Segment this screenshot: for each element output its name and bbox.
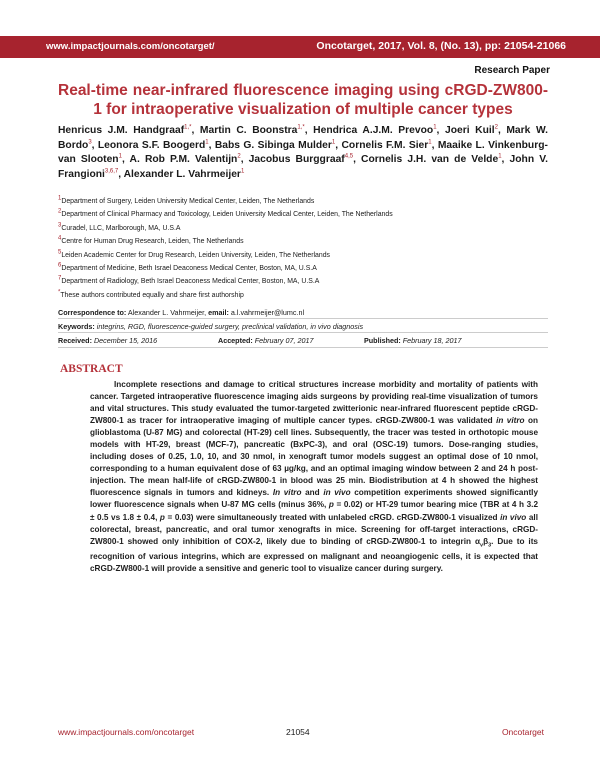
author-name: Martin C. Boonstra — [199, 125, 298, 136]
paper-title: Real-time near-infrared fluorescence imaging using cRGD-ZW800-1 for intraoperative visualization of multiple cancer types — [58, 82, 548, 118]
abstract-fragment: in vivo — [500, 512, 527, 522]
correspondence-line — [58, 308, 558, 317]
email-label: email: — [208, 308, 229, 317]
author-name: Alexander L. Vahrmeijer — [123, 168, 241, 180]
author-affiliation-mark: 2 — [494, 124, 498, 131]
author-name: Cornelis J.H. van de Velde — [361, 154, 499, 165]
correspondence-email[interactable]: a.l.vahrmeijer@lumc.nl — [230, 308, 305, 317]
divider — [58, 318, 548, 319]
journal-url[interactable]: www.impactjournals.com/oncotarget/ — [46, 41, 215, 52]
author-affiliation-mark: 1,* — [297, 124, 305, 131]
divider — [58, 332, 548, 333]
affiliation-number: 3 — [58, 222, 62, 229]
affiliation-number: 4 — [58, 235, 62, 242]
abstract-fragment: β — [483, 536, 489, 546]
abstract-fragment: α — [474, 536, 481, 546]
keywords-text: integrins, RGD, fluorescence-guided surgery, preclinical validation, in vivo diagnosis — [96, 322, 364, 331]
author-affiliation-mark: 1 — [498, 153, 502, 160]
abstract-fragment: and — [301, 488, 324, 498]
affiliation-text: Centre for Human Drug Research, Leiden, The Netherlands — [61, 238, 244, 246]
author-name: Leonora S.F. Boogerd — [97, 139, 206, 151]
affiliation-item — [58, 195, 558, 208]
affiliation-item — [58, 289, 558, 302]
author-affiliation-mark: 4,5 — [344, 153, 354, 160]
author-affiliation-mark: 1 — [205, 139, 209, 146]
author-affiliation-mark: 2 — [237, 153, 241, 160]
keywords-label: Keywords: — [58, 322, 95, 331]
page-number: 21054 — [286, 727, 310, 737]
affiliation-item — [58, 262, 558, 275]
correspondence-label: Correspondence to: — [58, 308, 127, 317]
abstract-fragment: p — [159, 512, 165, 522]
affiliation-text: Department of Radiology, Beth Israel Deaconess Medical Center, Boston, MA, U.S.A — [61, 278, 320, 286]
affiliation-number: 2 — [58, 209, 62, 216]
affiliation-number: 5 — [58, 249, 62, 256]
abstract-fragment: . Due to its recognition of various integrins, which are expressed on malignant and neoangiogenic cells, it is expected that cRGD-ZW800-1 will provide a sensitive and generic tool to visualize cancer during surgery. — [90, 536, 538, 574]
author-affiliation-mark: 3 — [88, 139, 92, 146]
abstract-fragment: Incomplete resections and damage to critical structures increase morbidity and mortality of patients with cancer. Targeted intraoperative fluorescence imaging aids surgeons by providing real-time visualization of tumors and vital structures. This study evaluated the tumor-targeted zwitterionic near-infrared fluorescent peptide cRGD-ZW800-1 as tracer for intraoperative imaging of multiple cancer types. cRGD-ZW800-1 was validated — [90, 380, 538, 426]
received-date: Received: December 15, 2016 — [58, 336, 158, 345]
author-affiliation-mark: 1 — [433, 124, 437, 131]
author-affiliation-mark: 3,6,7 — [104, 168, 119, 175]
author-affiliation-mark: 1,* — [184, 124, 192, 131]
affiliation-text: These authors contributed equally and share first authorship — [60, 291, 244, 299]
author-name: Joeri Kuil — [444, 125, 495, 136]
author-name: Maaike L. Vinkenburg-van Slooten — [58, 139, 548, 165]
abstract-heading: ABSTRACT — [60, 363, 123, 375]
affiliation-number: 6 — [58, 262, 62, 269]
author-affiliation-mark: 1 — [428, 139, 432, 146]
abstract-subscript: v — [480, 542, 484, 549]
abstract-text — [90, 379, 538, 575]
author-name: Mark W. Bordo — [58, 125, 548, 151]
divider — [58, 347, 548, 348]
footer-url[interactable]: www.impactjournals.com/oncotarget — [58, 727, 195, 737]
author-name: John V. Frangioni — [58, 154, 548, 180]
abstract-fragment: in vivo — [323, 488, 351, 498]
accepted-date: Accepted: February 07, 2017 — [218, 336, 314, 345]
abstract-fragment: p — [328, 500, 334, 510]
affiliation-item — [58, 208, 558, 221]
affiliation-list — [58, 195, 558, 302]
author-name: Jacobus Burggraaf — [248, 154, 345, 165]
abstract-fragment: all colorectal, breast, pancreatic, and oral tumor xenografts in mice. Screening for off-target interactions, cRGD-ZW800-1 showed only inhibition of COX-2, likely due to binding of cRGD-ZW800-1 to integrin — [90, 512, 538, 546]
affiliation-text: Department of Medicine, Beth Israel Deaconess Medical Center, Boston, MA, U.S.A — [61, 265, 317, 273]
author-affiliation-mark: 1 — [331, 139, 336, 146]
affiliation-item — [58, 222, 558, 235]
affiliation-item — [58, 235, 558, 248]
abstract-fragment: in vitro — [496, 416, 525, 426]
abstract-fragment: = 0.03) were simultaneously treated with unlabeled cRGD. cRGD-ZW800-1 visualized — [164, 512, 501, 522]
journal-header — [0, 36, 600, 58]
footer-journal: Oncotarget — [501, 727, 544, 737]
author-list: Henricus J.M. Handgraaf$^{1,*}$, Martin C. Boonstra$^{1,*}$, Hendrica A.J.M. Prevoo$^1$, Joeri Kuil$^2$, Mark W. Bordo$^3$, Leonora S.F. Boogerd$^1$, Babs G. Sibinga Mulder$^1$, Cornelis F.M. Sier$^1$, Maaike L. Vinkenburg-van Slooten$^1$, A. Rob P.M. Valentijn$^2$, Jacobus Burggraaf$^{4,5}$, Cornelis J.H. van de Velde$^1$, John V. Frangioni$^{3,6,7}$, Alexander L. Vahrmeijer$^1$ — [58, 124, 548, 180]
affiliation-number: * — [58, 289, 61, 296]
affiliation-text: Department of Surgery, Leiden University Medical Center, Leiden, The Netherlands — [61, 198, 315, 205]
article-type: Research Paper — [474, 65, 550, 76]
affiliation-item — [58, 249, 558, 262]
correspondence-name: Alexander L. Vahrmeijer, — [127, 308, 207, 317]
author-name: A. Rob P.M. Valentijn — [129, 154, 238, 165]
affiliation-item — [58, 275, 558, 288]
affiliation-number: 1 — [58, 195, 62, 202]
affiliation-text: Department of Clinical Pharmacy and Toxicology, Leiden University Medical Center, Leiden, The Netherlands — [61, 211, 393, 219]
abstract-fragment: In vitro — [272, 488, 302, 498]
published-date: Published: February 18, 2017 — [364, 336, 462, 345]
author-name: Babs G. Sibinga Mulder — [214, 139, 332, 151]
author-affiliation-mark: 1 — [118, 153, 122, 160]
author-name: Cornelis F.M. Sier — [341, 139, 429, 151]
abstract-fragment: competition experiments showed significantly lower fluorescence signals when U-87 MG cells (minus 36%, — [90, 488, 539, 510]
author-name: Henricus J.M. Handgraaf — [58, 125, 185, 136]
abstract-subscript: 3 — [488, 542, 492, 549]
abstract-fragment: = 0.02) or HT-29 tumor bearing mice (TBR at 4 h 3.2 ± 0.5 vs 1.8 ± 0.4, — [90, 500, 539, 522]
affiliation-number: 7 — [58, 276, 62, 283]
author-name: Hendrica A.J.M. Prevoo — [313, 125, 434, 136]
author-affiliation-mark: 1 — [240, 168, 245, 175]
affiliation-text: Leiden Academic Center for Drug Research, Leiden University, Leiden, The Netherlands — [61, 251, 330, 259]
journal-citation: Oncotarget, 2017, Vol. 8, (No. 13), pp: 21054-21066 — [316, 40, 566, 52]
abstract-fragment: on glioblastoma (U-87 MG) and colorectal (HT-29) cell lines. Subsequently, the tracer was tested in orthotopic mouse models with HT-29, breast (MCF-7), pancreatic (BxPC-3), and oral (OSC-19) tumors. Dose-ranging studies, including doses of 0.25, 1.0, 10, and 30 nmol, in xenograft tumor models suggest an optimal dose of 10 nmol, corresponding to a human equivalent dose of 63 µg/kg, and an optimal imaging window between 2 and 24 h post-injection. The mean half-life of cRGD-ZW800-1 in blood was 25 min. Biodistribution at 4 h showed the highest fluorescence signals in tumors and kidneys. — [90, 416, 538, 498]
affiliation-text: Curadel, LLC, Marlborough, MA, U.S.A — [61, 224, 181, 232]
keywords-line — [58, 322, 558, 331]
